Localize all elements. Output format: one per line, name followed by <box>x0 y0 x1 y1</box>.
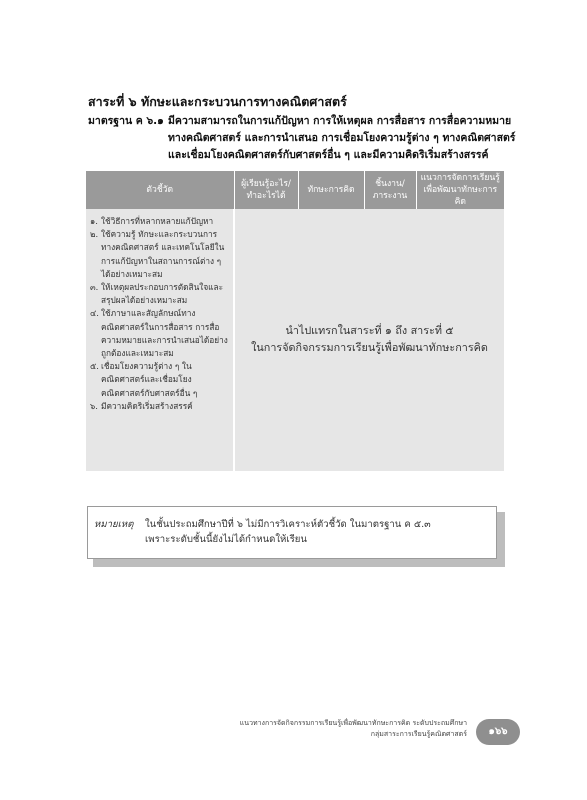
list-item: ๔. ใช้ภาษาและสัญลักษณ์ทางคณิตศาสตร์ในการสื่อสาร การสื่อความหมายและการนำเสนอได้อย่างถูกต้องและเหมาะสม <box>90 308 228 359</box>
merged-note-line: นำไปแทรกในสาระที่ ๑ ถึง สาระที่ ๕ <box>285 324 454 337</box>
standard-line: ทางคณิตศาสตร์ และการนำเสนอ การเชื่อมโยงความรู้ต่าง ๆ ทางคณิตศาสตร์ <box>168 132 516 144</box>
table-row <box>86 209 504 471</box>
standard-description <box>168 113 516 164</box>
footer-subject: กลุ่มสาระการเรียนรู้คณิตศาสตร์ <box>370 730 467 738</box>
header-task: ชิ้นงาน/ ภาระงาน <box>364 171 416 209</box>
standard-line: และเชื่อมโยงคณิตศาสตร์กับศาสตร์อื่น ๆ และมีความคิดริเริ่มสร้างสรรค์ <box>168 149 489 161</box>
merged-note <box>235 322 504 356</box>
header-thinking-skill: ทักษะการคิด <box>298 171 364 209</box>
strand-title: สาระที่ ๖ ทักษะและกระบวนการทางคณิตศาสตร์ <box>88 94 347 109</box>
header-indicator: ตัวชี้วัด <box>86 171 234 209</box>
indicator-cell <box>86 209 234 471</box>
table-header-row <box>86 171 504 209</box>
standard-block <box>88 113 516 164</box>
header-learner-outcome: ผู้เรียนรู้อะไร/ ทำอะไรได้ <box>234 171 298 209</box>
note-label: หมายเหตุ <box>94 519 134 530</box>
indicator-list <box>90 215 231 413</box>
list-item: ๖. มีความคิดริเริ่มสร้างสรรค์ <box>90 400 193 411</box>
page-footer <box>240 718 467 740</box>
list-item: ๓. ให้เหตุผลประกอบการตัดสินใจและสรุปผลได้อย่างเหมาะสม <box>90 282 224 306</box>
note-box <box>87 506 497 559</box>
list-item: ๑. ใช้วิธีการที่หลากหลายแก้ปัญหา <box>90 216 214 226</box>
header-teaching-approach: แนวการจัดการเรียนรู้ เพื่อพัฒนาทักษะการคิด <box>416 171 504 209</box>
list-item: ๒. ใช้ความรู้ ทักษะและกระบวนการทางคณิตศาสตร์ และเทคโนโลยีในการแก้ปัญหาในสถานการณ์ต่าง ๆ ได้อย่างเหมาะสม <box>90 229 225 279</box>
page-number: ๑๖๖ <box>476 719 520 745</box>
merged-cell <box>234 209 504 471</box>
note-text: ในชั้นประถมศึกษาปีที่ ๖ ไม่มีการวิเคราะห์ตัวชี้วัด ในมาตรฐาน ค ๕.๓ <box>145 519 431 530</box>
standard-label: มาตรฐาน ค ๖.๑ <box>88 115 164 127</box>
merged-note-line: ในการจัดกิจกรรมการเรียนรู้เพื่อพัฒนาทักษะการคิด <box>251 341 488 354</box>
indicator-table <box>86 171 504 471</box>
note-text: เพราะระดับชั้นนี้ยังไม่ได้กำหนดให้เรียน <box>145 534 307 545</box>
list-item: ๕. เชื่อมโยงความรู้ต่าง ๆ ในคณิตศาสตร์และเชื่อมโยงคณิตศาสตร์กับศาสตร์อื่น ๆ <box>90 361 198 398</box>
footer-book-title: แนวทางการจัดกิจกรรมการเรียนรู้เพื่อพัฒนาทักษะการคิด ระดับประถมศึกษา <box>239 719 467 727</box>
standard-line: มีความสามารถในการแก้ปัญหา การให้เหตุผล การสื่อสาร การสื่อความหมาย <box>168 115 512 127</box>
